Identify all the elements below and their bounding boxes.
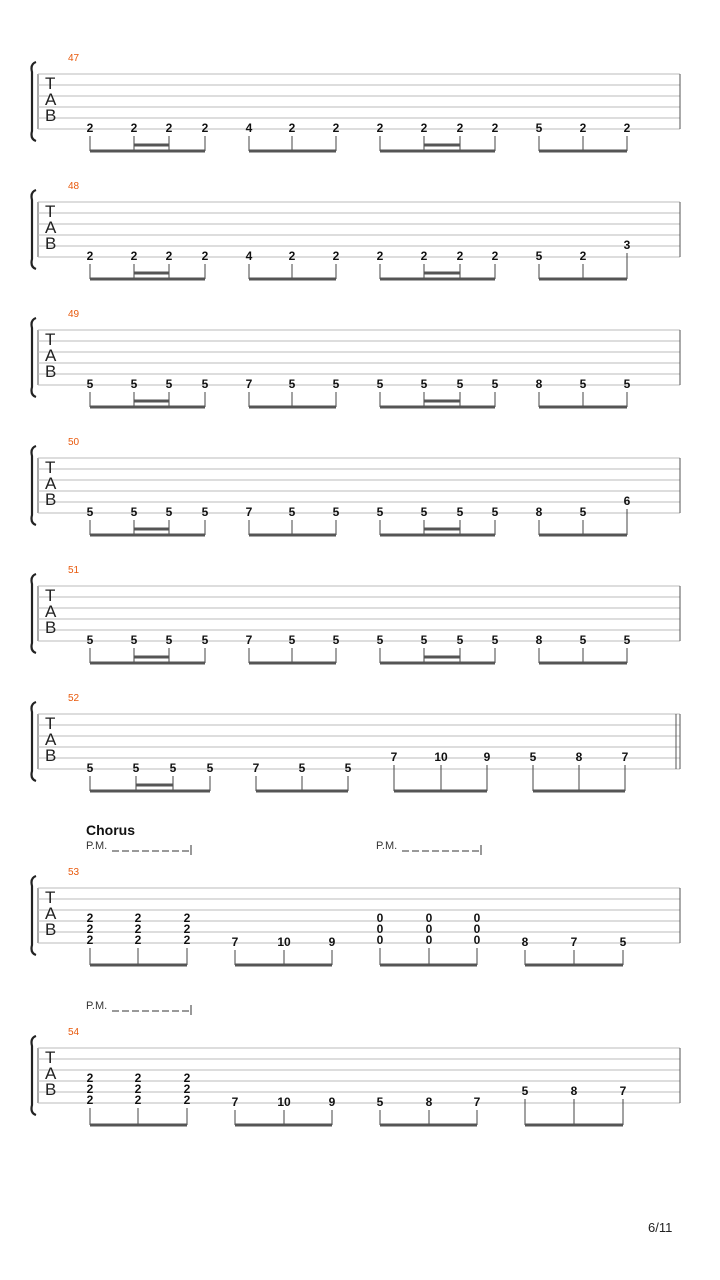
fret-number: 2 [183, 1071, 191, 1085]
fret-number: 2 [86, 911, 94, 925]
tab-letter: T [45, 330, 56, 349]
fret-number: 7 [390, 750, 398, 764]
fret-number: 7 [570, 935, 578, 949]
fret-number: 5 [376, 505, 384, 519]
tab-letter: B [45, 362, 57, 381]
fret-number: 5 [288, 505, 296, 519]
fret-number: 2 [165, 249, 173, 263]
fret-number: 5 [288, 633, 296, 647]
fret-number: 9 [328, 1095, 336, 1109]
fret-number: 0 [425, 933, 433, 947]
fret-number: 5 [86, 505, 94, 519]
fret-number: 5 [130, 377, 138, 391]
fret-number: 2 [86, 121, 94, 135]
measure-number: 54 [68, 1027, 80, 1038]
fret-number: 4 [245, 121, 253, 135]
palm-mute-label: P.M. [86, 840, 108, 852]
fret-number: 7 [231, 935, 239, 949]
fret-number: 2 [134, 1082, 142, 1096]
fret-number: 5 [491, 633, 499, 647]
fret-number: 7 [473, 1095, 481, 1109]
staff-bracket [32, 62, 37, 141]
fret-number: 5 [529, 750, 537, 764]
tab-letter: T [45, 888, 56, 907]
fret-number: 2 [86, 1071, 94, 1085]
fret-number: 5 [491, 505, 499, 519]
fret-number: 2 [165, 121, 173, 135]
fret-number: 5 [623, 633, 631, 647]
fret-number: 0 [425, 911, 433, 925]
fret-number: 8 [425, 1095, 433, 1109]
fret-number: 10 [277, 1095, 291, 1109]
tab-letter: T [45, 202, 56, 221]
fret-number: 5 [521, 1084, 529, 1098]
fret-number: 0 [425, 922, 433, 936]
tab-letter: A [45, 474, 57, 493]
fret-number: 2 [183, 1093, 191, 1107]
fret-number: 2 [456, 249, 464, 263]
fret-number: 8 [570, 1084, 578, 1098]
fret-number: 5 [579, 377, 587, 391]
fret-number: 2 [86, 922, 94, 936]
palm-mute-label: P.M. [86, 1000, 108, 1012]
fret-number: 5 [420, 505, 428, 519]
tab-letter: T [45, 586, 56, 605]
tab-letter: B [45, 106, 57, 125]
fret-number: 2 [183, 911, 191, 925]
fret-number: 5 [456, 505, 464, 519]
fret-number: 2 [376, 121, 384, 135]
fret-number: 5 [344, 761, 352, 775]
fret-number: 2 [130, 121, 138, 135]
fret-number: 5 [456, 633, 464, 647]
staff-bracket [32, 446, 37, 525]
fret-number: 2 [86, 1093, 94, 1107]
tab-letter: B [45, 234, 57, 253]
measure-number: 53 [68, 867, 80, 878]
fret-number: 2 [491, 121, 499, 135]
fret-number: 5 [535, 121, 543, 135]
fret-number: 5 [619, 935, 627, 949]
staff-bracket [32, 876, 37, 955]
tab-letter: B [45, 1080, 57, 1099]
fret-number: 2 [134, 1093, 142, 1107]
fret-number: 5 [206, 761, 214, 775]
fret-number: 5 [456, 377, 464, 391]
page-number: 6/11 [648, 1220, 673, 1235]
fret-number: 7 [252, 761, 260, 775]
fret-number: 5 [86, 633, 94, 647]
tab-letter: T [45, 458, 56, 477]
staff-bracket [32, 702, 37, 781]
fret-number: 5 [86, 377, 94, 391]
fret-number: 0 [376, 922, 384, 936]
fret-number: 5 [579, 633, 587, 647]
tab-letter: B [45, 746, 57, 765]
fret-number: 2 [183, 922, 191, 936]
fret-number: 2 [86, 249, 94, 263]
fret-number: 2 [201, 249, 209, 263]
fret-number: 2 [201, 121, 209, 135]
fret-number: 8 [535, 505, 543, 519]
measure-number: 52 [68, 693, 80, 704]
measure-number: 47 [68, 53, 80, 64]
fret-number: 5 [201, 633, 209, 647]
fret-number: 5 [169, 761, 177, 775]
fret-number: 5 [165, 633, 173, 647]
fret-number: 2 [456, 121, 464, 135]
fret-number: 5 [491, 377, 499, 391]
fret-number: 5 [298, 761, 306, 775]
fret-number: 2 [376, 249, 384, 263]
fret-number: 2 [420, 249, 428, 263]
fret-number: 2 [579, 249, 587, 263]
fret-number: 5 [579, 505, 587, 519]
fret-number: 9 [328, 935, 336, 949]
fret-number: 5 [420, 377, 428, 391]
fret-number: 5 [623, 377, 631, 391]
fret-number: 0 [473, 922, 481, 936]
fret-number: 6 [623, 494, 631, 508]
fret-number: 2 [288, 249, 296, 263]
fret-number: 8 [535, 633, 543, 647]
fret-number: 5 [288, 377, 296, 391]
staff-bracket [32, 318, 37, 397]
fret-number: 5 [132, 761, 140, 775]
fret-number: 10 [277, 935, 291, 949]
fret-number: 0 [473, 933, 481, 947]
fret-number: 5 [420, 633, 428, 647]
fret-number: 7 [245, 505, 253, 519]
measure-number: 49 [68, 309, 80, 320]
tab-letter: A [45, 346, 57, 365]
tab-letter: T [45, 714, 56, 733]
fret-number: 2 [288, 121, 296, 135]
fret-number: 5 [535, 249, 543, 263]
fret-number: 2 [134, 911, 142, 925]
tab-letter: A [45, 602, 57, 621]
fret-number: 2 [134, 1071, 142, 1085]
fret-number: 5 [201, 505, 209, 519]
fret-number: 0 [376, 933, 384, 947]
fret-number: 2 [183, 933, 191, 947]
fret-number: 7 [231, 1095, 239, 1109]
fret-number: 5 [332, 377, 340, 391]
fret-number: 5 [376, 1095, 384, 1109]
fret-number: 2 [579, 121, 587, 135]
staff-bracket [32, 1036, 37, 1115]
fret-number: 8 [535, 377, 543, 391]
fret-number: 5 [86, 761, 94, 775]
staff-bracket [32, 190, 37, 269]
fret-number: 7 [621, 750, 629, 764]
fret-number: 5 [130, 505, 138, 519]
tab-letter: B [45, 920, 57, 939]
fret-number: 2 [491, 249, 499, 263]
tab-letter: T [45, 1048, 56, 1067]
measure-number: 50 [68, 437, 80, 448]
fret-number: 0 [376, 911, 384, 925]
fret-number: 5 [201, 377, 209, 391]
tab-letter: B [45, 618, 57, 637]
palm-mute-label: P.M. [376, 840, 398, 852]
fret-number: 2 [86, 933, 94, 947]
measure-number: 51 [68, 565, 80, 576]
fret-number: 7 [245, 377, 253, 391]
measure-number: 48 [68, 181, 80, 192]
tab-letter: A [45, 904, 57, 923]
fret-number: 5 [332, 505, 340, 519]
tab-letter: B [45, 490, 57, 509]
section-label: Chorus [86, 822, 135, 838]
fret-number: 2 [130, 249, 138, 263]
fret-number: 4 [245, 249, 253, 263]
fret-number: 2 [183, 1082, 191, 1096]
fret-number: 2 [134, 933, 142, 947]
fret-number: 7 [619, 1084, 627, 1098]
tab-letter: A [45, 1064, 57, 1083]
fret-number: 2 [332, 249, 340, 263]
tab-letter: A [45, 218, 57, 237]
tab-letter: A [45, 730, 57, 749]
tab-letter: A [45, 90, 57, 109]
fret-number: 2 [332, 121, 340, 135]
fret-number: 0 [473, 911, 481, 925]
fret-number: 5 [165, 505, 173, 519]
tab-letter: T [45, 74, 56, 93]
fret-number: 7 [245, 633, 253, 647]
fret-number: 9 [483, 750, 491, 764]
fret-number: 2 [134, 922, 142, 936]
fret-number: 5 [332, 633, 340, 647]
fret-number: 5 [165, 377, 173, 391]
fret-number: 3 [623, 238, 631, 252]
fret-number: 2 [420, 121, 428, 135]
fret-number: 5 [130, 633, 138, 647]
fret-number: 2 [86, 1082, 94, 1096]
fret-number: 5 [376, 633, 384, 647]
fret-number: 5 [376, 377, 384, 391]
fret-number: 2 [623, 121, 631, 135]
fret-number: 8 [575, 750, 583, 764]
fret-number: 10 [434, 750, 448, 764]
staff-bracket [32, 574, 37, 653]
fret-number: 8 [521, 935, 529, 949]
